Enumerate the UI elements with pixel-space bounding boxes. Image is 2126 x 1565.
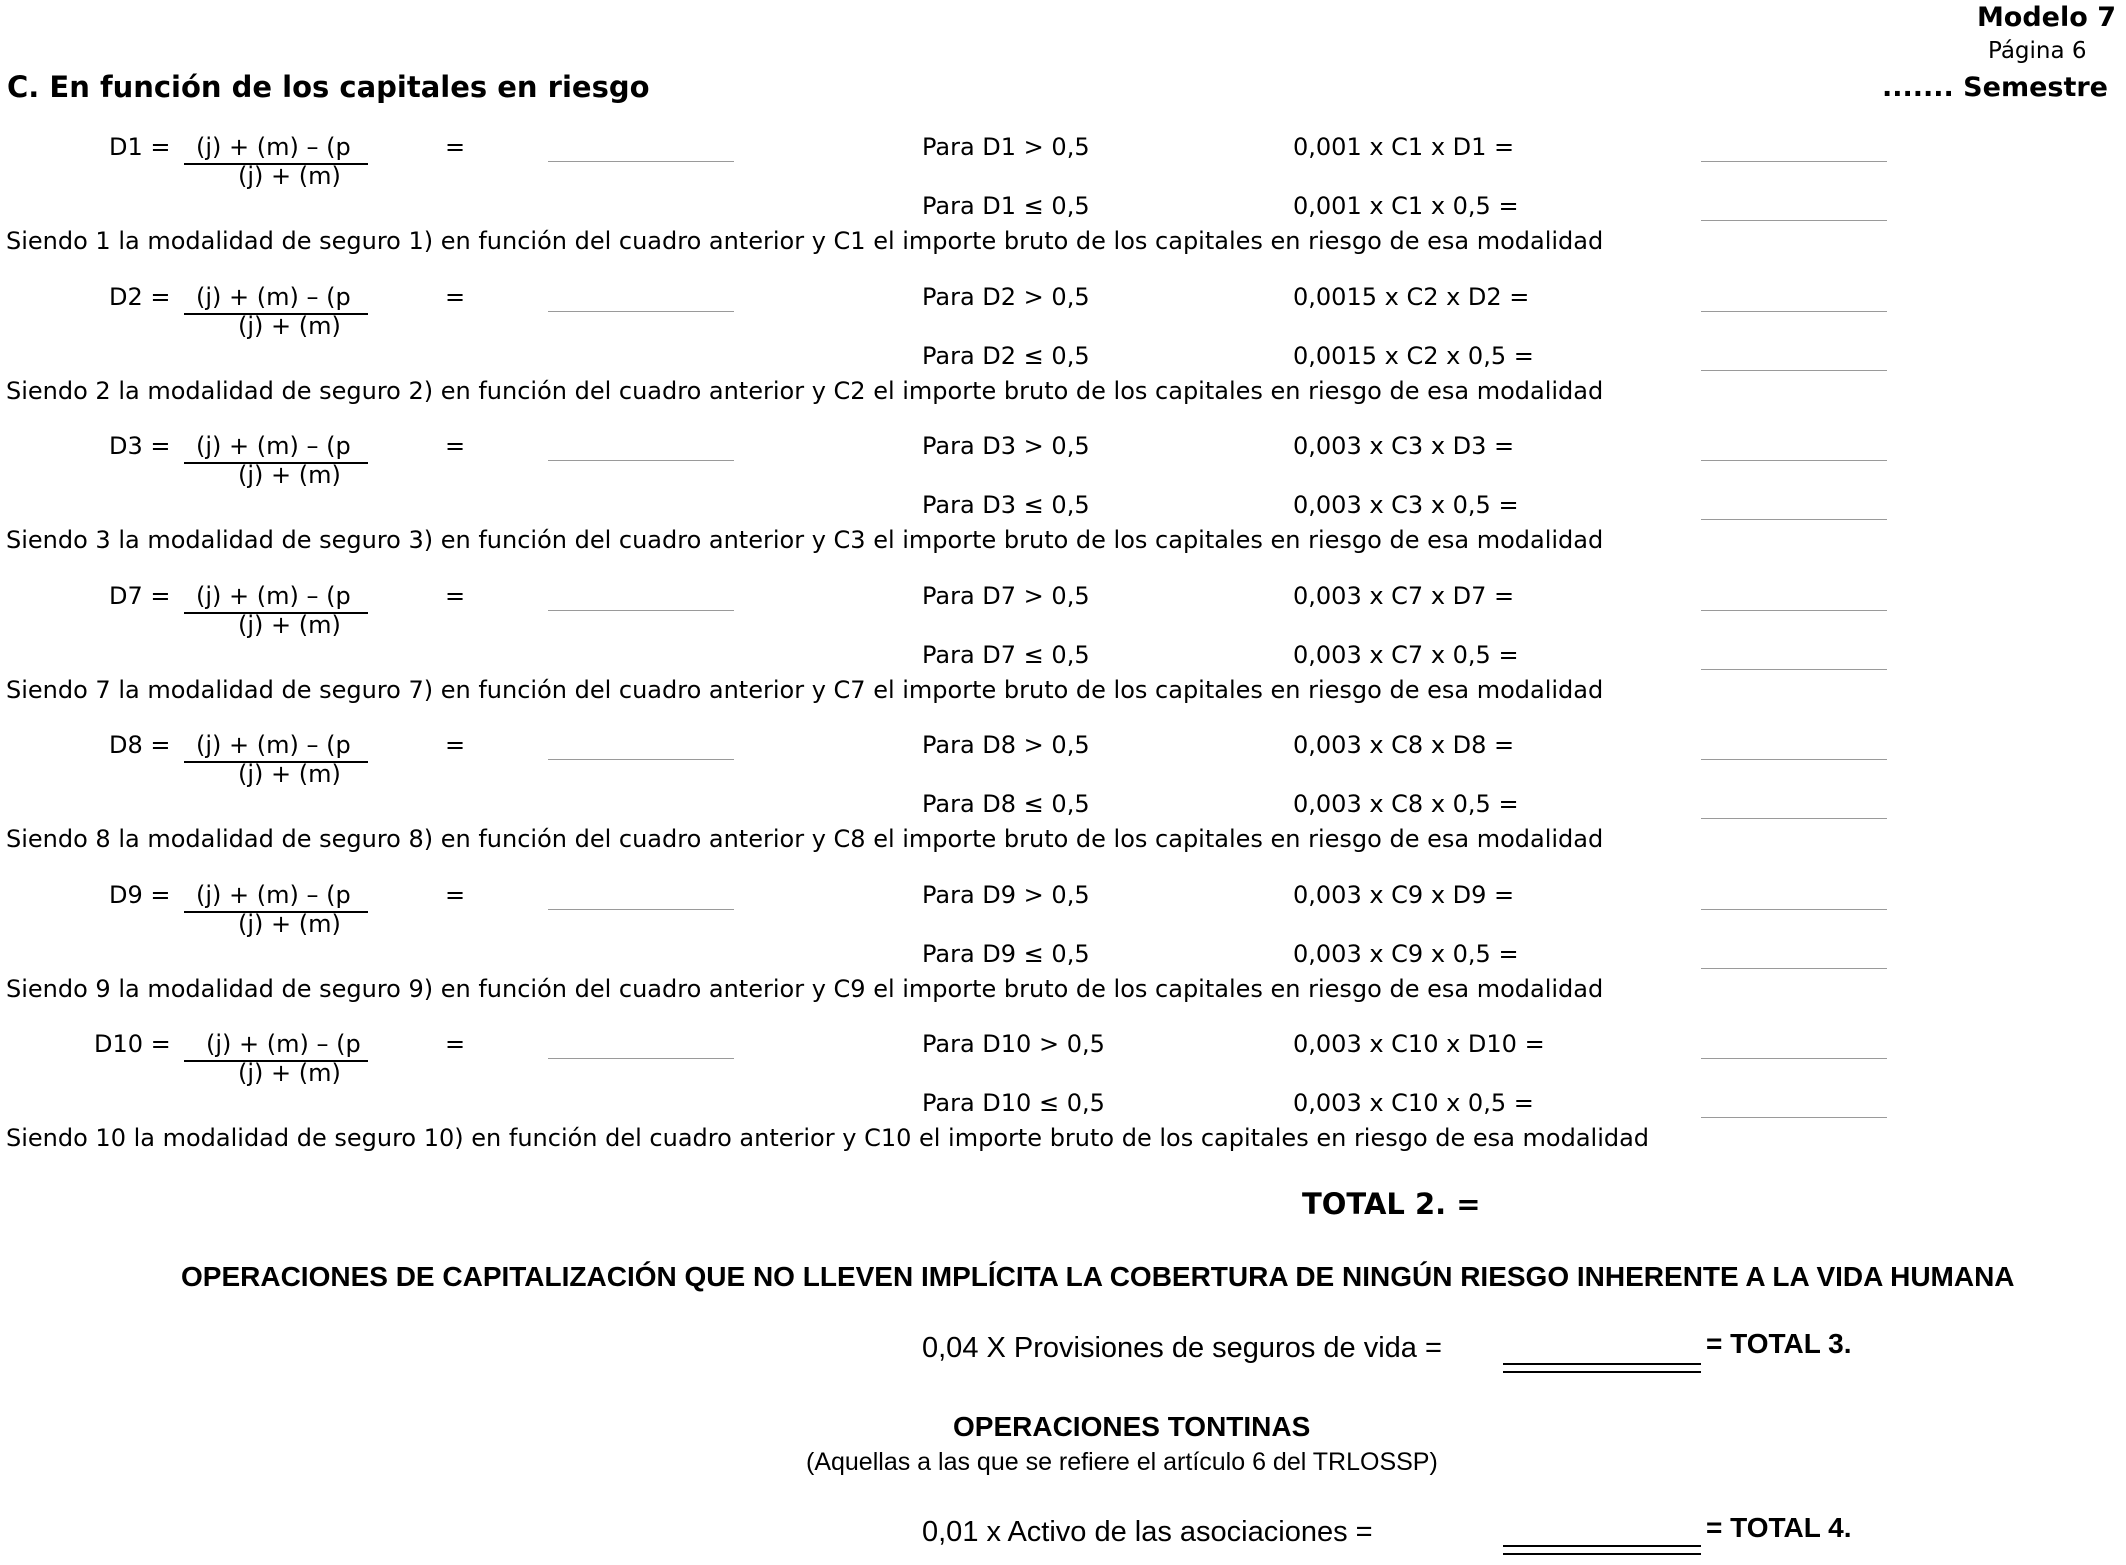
- modality-note: Siendo 9 la modalidad de seguro 9) en función del cuadro anterior y C9 el importe bruto de los capitales en riesgo de esa modalidad: [6, 975, 1604, 1003]
- condition-greater: Para D7 > 0,5: [922, 582, 1090, 610]
- result-greater-field[interactable]: [1701, 161, 1887, 162]
- condition-greater: Para D8 > 0,5: [922, 731, 1090, 759]
- d-label: D8 =: [109, 731, 171, 759]
- equals-sign: =: [445, 432, 466, 460]
- total-3-label: = TOTAL 3.: [1706, 1328, 1852, 1359]
- fraction-denominator: (j) + (m): [238, 461, 341, 489]
- formula-less-equal: 0,003 x C7 x 0,5 =: [1293, 641, 1519, 669]
- condition-less-equal: Para D3 ≤ 0,5: [922, 491, 1090, 519]
- formula-less-equal: 0,001 x C1 x 0,5 =: [1293, 192, 1519, 220]
- result-greater-field[interactable]: [1701, 610, 1887, 611]
- modality-note: Siendo 7 la modalidad de seguro 7) en función del cuadro anterior y C7 el importe bruto de los capitales en riesgo de esa modalidad: [6, 676, 1604, 704]
- equals-sign: =: [445, 582, 466, 610]
- formula-greater: 0,003 x C10 x D10 =: [1293, 1030, 1545, 1058]
- fraction-denominator: (j) + (m): [238, 611, 341, 639]
- formula-greater: 0,003 x C9 x D9 =: [1293, 881, 1515, 909]
- condition-greater: Para D2 > 0,5: [922, 283, 1090, 311]
- formula-greater: 0,003 x C3 x D3 =: [1293, 432, 1515, 460]
- formula-greater: 0,0015 x C2 x D2 =: [1293, 283, 1530, 311]
- formula-less-equal: 0,003 x C10 x 0,5 =: [1293, 1089, 1534, 1117]
- fraction-denominator: (j) + (m): [238, 1059, 341, 1087]
- condition-less-equal: Para D8 ≤ 0,5: [922, 790, 1090, 818]
- condition-greater: Para D3 > 0,5: [922, 432, 1090, 460]
- condition-greater: Para D1 > 0,5: [922, 133, 1090, 161]
- capitalizacion-heading: OPERACIONES DE CAPITALIZACIÓN QUE NO LLEVEN IMPLÍCITA LA COBERTURA DE NINGÚN RIESGO INHERENTE A LA VIDA HUMANA: [181, 1261, 2015, 1292]
- fraction-numerator: (j) + (m) – (p: [196, 881, 351, 909]
- d-value-field[interactable]: [548, 460, 734, 461]
- total-4-field[interactable]: [1503, 1545, 1701, 1555]
- tontinas-heading: OPERACIONES TONTINAS: [953, 1411, 1311, 1442]
- condition-less-equal: Para D10 ≤ 0,5: [922, 1089, 1105, 1117]
- d-value-field[interactable]: [548, 610, 734, 611]
- capitalizacion-formula: 0,04 X Provisiones de seguros de vida =: [922, 1332, 1442, 1364]
- d-value-field[interactable]: [548, 759, 734, 760]
- fraction-denominator: (j) + (m): [238, 162, 341, 190]
- equals-sign: =: [445, 881, 466, 909]
- formula-greater: 0,001 x C1 x D1 =: [1293, 133, 1515, 161]
- d-label: D2 =: [109, 283, 171, 311]
- total-4-label: = TOTAL 4.: [1706, 1512, 1852, 1543]
- d-label: D3 =: [109, 432, 171, 460]
- fraction-numerator: (j) + (m) – (p: [196, 133, 351, 161]
- fraction-denominator: (j) + (m): [238, 760, 341, 788]
- formula-greater: 0,003 x C7 x D7 =: [1293, 582, 1515, 610]
- modality-note: Siendo 2 la modalidad de seguro 2) en función del cuadro anterior y C2 el importe bruto de los capitales en riesgo de esa modalidad: [6, 377, 1604, 405]
- result-less-equal-field[interactable]: [1701, 669, 1887, 670]
- formula-greater: 0,003 x C8 x D8 =: [1293, 731, 1515, 759]
- result-less-equal-field[interactable]: [1701, 220, 1887, 221]
- condition-less-equal: Para D7 ≤ 0,5: [922, 641, 1090, 669]
- result-less-equal-field[interactable]: [1701, 818, 1887, 819]
- semester-label: ....... Semestre: [1881, 72, 2108, 103]
- equals-sign: =: [445, 1030, 466, 1058]
- result-less-equal-field[interactable]: [1701, 968, 1887, 969]
- result-greater-field[interactable]: [1701, 909, 1887, 910]
- d-label: D10 =: [94, 1030, 171, 1058]
- result-greater-field[interactable]: [1701, 759, 1887, 760]
- fraction-denominator: (j) + (m): [238, 312, 341, 340]
- d-label: D1 =: [109, 133, 171, 161]
- condition-less-equal: Para D1 ≤ 0,5: [922, 192, 1090, 220]
- section-title: C. En función de los capitales en riesgo: [7, 70, 650, 104]
- fraction-numerator: (j) + (m) – (p: [196, 283, 351, 311]
- result-less-equal-field[interactable]: [1701, 1117, 1887, 1118]
- formula-less-equal: 0,003 x C8 x 0,5 =: [1293, 790, 1519, 818]
- condition-less-equal: Para D2 ≤ 0,5: [922, 342, 1090, 370]
- formula-less-equal: 0,003 x C3 x 0,5 =: [1293, 491, 1519, 519]
- fraction-numerator: (j) + (m) – (p: [196, 432, 351, 460]
- result-greater-field[interactable]: [1701, 311, 1887, 312]
- modality-note: Siendo 3 la modalidad de seguro 3) en función del cuadro anterior y C3 el importe bruto de los capitales en riesgo de esa modalidad: [6, 526, 1604, 554]
- equals-sign: =: [445, 731, 466, 759]
- model-label: Modelo 7: [1976, 2, 2116, 33]
- equals-sign: =: [445, 133, 466, 161]
- d-value-field[interactable]: [548, 1058, 734, 1059]
- condition-greater: Para D10 > 0,5: [922, 1030, 1105, 1058]
- fraction-numerator: (j) + (m) – (p: [196, 582, 351, 610]
- d-value-field[interactable]: [548, 311, 734, 312]
- condition-greater: Para D9 > 0,5: [922, 881, 1090, 909]
- d-label: D7 =: [109, 582, 171, 610]
- condition-less-equal: Para D9 ≤ 0,5: [922, 940, 1090, 968]
- total-2-label: TOTAL 2. =: [1302, 1187, 1481, 1221]
- d-label: D9 =: [109, 881, 171, 909]
- fraction-numerator: (j) + (m) – (p: [206, 1030, 361, 1058]
- formula-less-equal: 0,003 x C9 x 0,5 =: [1293, 940, 1519, 968]
- result-greater-field[interactable]: [1701, 460, 1887, 461]
- result-greater-field[interactable]: [1701, 1058, 1887, 1059]
- total-3-field[interactable]: [1503, 1363, 1701, 1373]
- equals-sign: =: [445, 283, 466, 311]
- page-number: Página 6: [1988, 38, 2087, 64]
- tontinas-subheading: (Aquellas a las que se refiere el artículo 6 del TRLOSSP): [806, 1448, 1438, 1476]
- modality-note: Siendo 8 la modalidad de seguro 8) en función del cuadro anterior y C8 el importe bruto de los capitales en riesgo de esa modalidad: [6, 825, 1604, 853]
- result-less-equal-field[interactable]: [1701, 519, 1887, 520]
- d-value-field[interactable]: [548, 161, 734, 162]
- fraction-numerator: (j) + (m) – (p: [196, 731, 351, 759]
- modality-note: Siendo 10 la modalidad de seguro 10) en función del cuadro anterior y C10 el importe bruto de los capitales en riesgo de esa modalidad: [6, 1124, 1650, 1152]
- tontinas-formula: 0,01 x Activo de las asociaciones =: [922, 1516, 1373, 1548]
- d-value-field[interactable]: [548, 909, 734, 910]
- result-less-equal-field[interactable]: [1701, 370, 1887, 371]
- modality-note: Siendo 1 la modalidad de seguro 1) en función del cuadro anterior y C1 el importe bruto de los capitales en riesgo de esa modalidad: [6, 227, 1604, 255]
- fraction-denominator: (j) + (m): [238, 910, 341, 938]
- formula-less-equal: 0,0015 x C2 x 0,5 =: [1293, 342, 1534, 370]
